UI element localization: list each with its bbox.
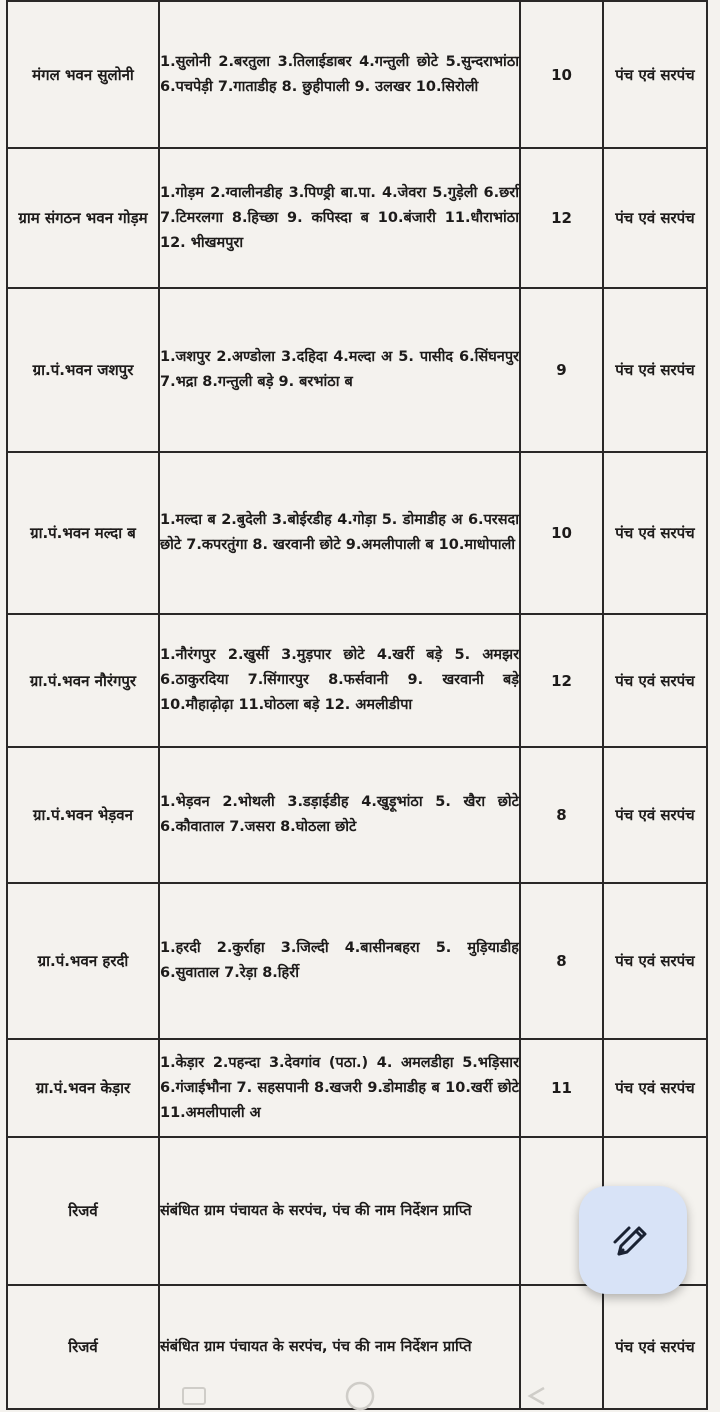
villages-cell: संबंधित ग्राम पंचायत के सरपंच, पंच की नाम निर्देशन प्राप्ति: [159, 1285, 520, 1409]
system-nav-bar: [0, 1376, 720, 1412]
table-row: [7, 747, 707, 883]
villages-cell: 1.भेड़वन 2.भोथली 3.डड़ाईडीह 4.खुड़ूभांठा 5. खैरा छोटे 6.कौवाताल 7.जसरा 8.घोठला छोटे: [159, 747, 520, 883]
table-row: [7, 883, 707, 1039]
count-cell: 11: [520, 1039, 603, 1137]
venue-cell: ग्रा.पं.भवन जशपुर: [7, 288, 159, 452]
venue-cell: ग्रा.पं.भवन हरदी: [7, 883, 159, 1039]
count-cell: 8: [520, 747, 603, 883]
role-cell: पंच एवं सरपंच: [603, 1285, 707, 1409]
villages-cell: 1.हरदी 2.कुर्राहा 3.जिल्दी 4.बासीनबहरा 5. मुड़ियाडीह 6.सुवाताल 7.रेड़ा 8.हिर्री: [159, 883, 520, 1039]
role-cell: पंच एवं सरपंच: [603, 614, 707, 747]
count-cell: 9: [520, 288, 603, 452]
venue-cell: ग्रा.पं.भवन नौरंगपुर: [7, 614, 159, 747]
venue-cell: ग्रा.पं.भवन केड़ार: [7, 1039, 159, 1137]
role-cell: पंच एवं सरपंच: [603, 1, 707, 148]
villages-cell: 1.गोड़म 2.ग्वालीनडीह 3.पिण्ड्री बा.पा. 4.जेवरा 5.गुड़ेली 6.छर्रा 7.टिमरलगा 8.हिच्छा 9. कपिस्दा ब 10.बंजारी 11.धौराभांठा 12. भीखमपुरा: [159, 148, 520, 288]
venue-cell: ग्रा.पं.भवन भेड़वन: [7, 747, 159, 883]
role-cell: पंच एवं सरपंच: [603, 883, 707, 1039]
venue-cell: रिजर्व: [7, 1285, 159, 1409]
villages-cell: 1.नौरंगपुर 2.खुर्सी 3.मुड़पार छोटे 4.खर्री बड़े 5. अमझर 6.ठाकुरदिया 7.सिंगारपुर 8.फर्सवानी 9. खरवानी बड़े 10.मौहाढ़ोढ़ा 11.घोठला बड़े 12. अमलीडीपा: [159, 614, 520, 747]
villages-cell: 1.जशपुर 2.अण्डोला 3.दहिदा 4.मल्दा अ 5. पासीद 6.सिंघनपुर 7.भद्रा 8.गन्तुली बड़े 9. बरभांठा ब: [159, 288, 520, 452]
venue-cell: मंगल भवन सुलोनी: [7, 1, 159, 148]
role-cell: पंच एवं सरपंच: [603, 148, 707, 288]
nav-back-icon: [530, 1388, 544, 1404]
count-cell: 10: [520, 452, 603, 614]
table-row: [7, 614, 707, 747]
count-cell: 12: [520, 148, 603, 288]
table-row: [7, 148, 707, 288]
villages-cell: संबंधित ग्राम पंचायत के सरपंच, पंच की नाम निर्देशन प्राप्ति: [159, 1137, 520, 1285]
villages-cell: 1.केड़ार 2.पहन्दा 3.देवगांव (पठा.) 4. अमलडीहा 5.भड़िसार 6.गंजाईभौना 7. सहसपानी 8.खजरी 9.डोमाडीह ब 10.खर्री छोटे 11.अमलीपाली अ: [159, 1039, 520, 1137]
edit-fab-button[interactable]: [579, 1186, 687, 1294]
count-cell: 8: [520, 883, 603, 1039]
table-row: [7, 1039, 707, 1137]
role-cell: पंच एवं सरपंच: [603, 1039, 707, 1137]
count-cell: 10: [520, 1, 603, 148]
table-row: [7, 452, 707, 614]
edit-pen-icon: [611, 1218, 655, 1262]
villages-cell: 1.मल्दा ब 2.बुदेली 3.बोईरडीह 4.गोड़ा 5. डोमाडीह अ 6.परसदा छोटे 7.कपरतुंगा 8. खरवानी छोटे 9.अमलीपाली ब 10.माधोपाली: [159, 452, 520, 614]
nav-recents-icon: [183, 1388, 205, 1404]
role-cell: पंच एवं सरपंच: [603, 288, 707, 452]
table-row: [7, 288, 707, 452]
table-row: [7, 1, 707, 148]
venue-cell: ग्रा.पं.भवन मल्दा ब: [7, 452, 159, 614]
role-cell: पंच एवं सरपंच: [603, 747, 707, 883]
venue-cell: रिजर्व: [7, 1137, 159, 1285]
count-cell: 12: [520, 614, 603, 747]
villages-cell: 1.सुलोनी 2.बरतुला 3.तिलाईडाबर 4.गन्तुली छोटे 5.सुन्दराभांठा 6.पचपेड़ी 7.गाताडीह 8. छुहीपाली 9. उलखर 10.सिरोली: [159, 1, 520, 148]
role-cell: पंच एवं सरपंच: [603, 452, 707, 614]
nav-home-icon: [347, 1383, 373, 1409]
venue-cell: ग्राम संगठन भवन गोड़म: [7, 148, 159, 288]
